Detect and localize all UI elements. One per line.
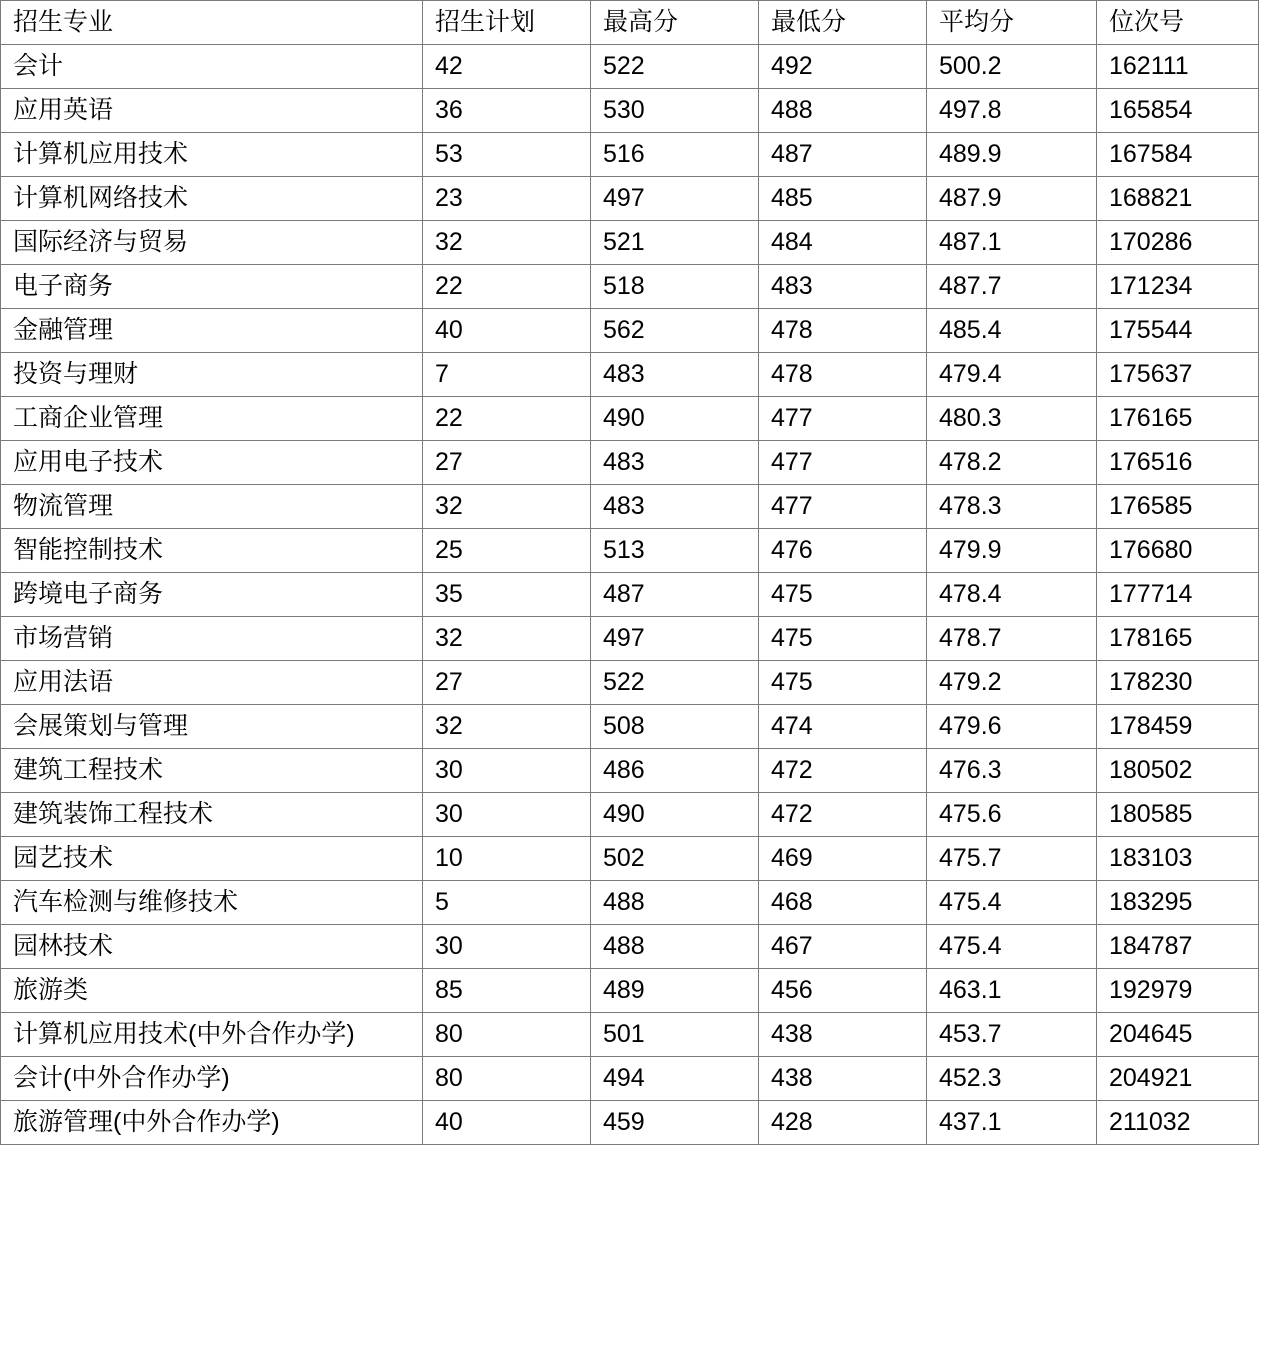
cell-max-score: 490 xyxy=(591,397,759,441)
cell-plan: 27 xyxy=(423,661,591,705)
cell-rank: 176680 xyxy=(1097,529,1259,573)
table-row xyxy=(1,309,1259,353)
cell-avg-score: 453.7 xyxy=(927,1013,1097,1057)
cell-max-score: 489 xyxy=(591,969,759,1013)
cell-avg-score: 475.6 xyxy=(927,793,1097,837)
cell-plan: 42 xyxy=(423,45,591,89)
cell-max-score: 562 xyxy=(591,309,759,353)
cell-min-score: 488 xyxy=(759,89,927,133)
cell-max-score: 513 xyxy=(591,529,759,573)
cell-min-score: 475 xyxy=(759,617,927,661)
cell-min-score: 477 xyxy=(759,441,927,485)
cell-min-score: 456 xyxy=(759,969,927,1013)
cell-max-score: 502 xyxy=(591,837,759,881)
column-header-plan: 招生计划 xyxy=(423,1,591,45)
table-row xyxy=(1,1101,1259,1145)
cell-max-score: 494 xyxy=(591,1057,759,1101)
table-row xyxy=(1,265,1259,309)
table-row xyxy=(1,1013,1259,1057)
cell-rank: 192979 xyxy=(1097,969,1259,1013)
cell-plan: 30 xyxy=(423,749,591,793)
cell-max-score: 487 xyxy=(591,573,759,617)
cell-max-score: 497 xyxy=(591,617,759,661)
cell-plan: 85 xyxy=(423,969,591,1013)
cell-rank: 178459 xyxy=(1097,705,1259,749)
cell-min-score: 477 xyxy=(759,397,927,441)
cell-rank: 178230 xyxy=(1097,661,1259,705)
cell-min-score: 475 xyxy=(759,573,927,617)
cell-plan: 32 xyxy=(423,617,591,661)
cell-rank: 183103 xyxy=(1097,837,1259,881)
cell-rank: 180502 xyxy=(1097,749,1259,793)
cell-min-score: 475 xyxy=(759,661,927,705)
cell-major: 电子商务 xyxy=(1,265,423,309)
cell-plan: 40 xyxy=(423,1101,591,1145)
cell-major: 金融管理 xyxy=(1,309,423,353)
cell-rank: 176516 xyxy=(1097,441,1259,485)
cell-max-score: 488 xyxy=(591,881,759,925)
cell-avg-score: 497.8 xyxy=(927,89,1097,133)
cell-rank: 171234 xyxy=(1097,265,1259,309)
cell-plan: 23 xyxy=(423,177,591,221)
cell-min-score: 438 xyxy=(759,1013,927,1057)
cell-max-score: 490 xyxy=(591,793,759,837)
cell-plan: 30 xyxy=(423,925,591,969)
cell-min-score: 428 xyxy=(759,1101,927,1145)
table-row xyxy=(1,397,1259,441)
column-header-min-score: 最低分 xyxy=(759,1,927,45)
cell-major: 园林技术 xyxy=(1,925,423,969)
table-row xyxy=(1,661,1259,705)
cell-rank: 177714 xyxy=(1097,573,1259,617)
table-row xyxy=(1,353,1259,397)
cell-plan: 25 xyxy=(423,529,591,573)
cell-min-score: 478 xyxy=(759,353,927,397)
cell-min-score: 477 xyxy=(759,485,927,529)
table-row xyxy=(1,837,1259,881)
cell-avg-score: 452.3 xyxy=(927,1057,1097,1101)
cell-plan: 35 xyxy=(423,573,591,617)
cell-plan: 10 xyxy=(423,837,591,881)
cell-avg-score: 478.3 xyxy=(927,485,1097,529)
cell-max-score: 501 xyxy=(591,1013,759,1057)
table-row xyxy=(1,485,1259,529)
cell-max-score: 486 xyxy=(591,749,759,793)
cell-plan: 30 xyxy=(423,793,591,837)
cell-rank: 184787 xyxy=(1097,925,1259,969)
cell-plan: 53 xyxy=(423,133,591,177)
table-row xyxy=(1,133,1259,177)
cell-max-score: 508 xyxy=(591,705,759,749)
cell-min-score: 476 xyxy=(759,529,927,573)
cell-rank: 168821 xyxy=(1097,177,1259,221)
cell-max-score: 518 xyxy=(591,265,759,309)
cell-avg-score: 485.4 xyxy=(927,309,1097,353)
cell-max-score: 483 xyxy=(591,353,759,397)
cell-avg-score: 487.1 xyxy=(927,221,1097,265)
cell-major: 建筑工程技术 xyxy=(1,749,423,793)
cell-rank: 204645 xyxy=(1097,1013,1259,1057)
cell-min-score: 472 xyxy=(759,749,927,793)
column-header-avg-score: 平均分 xyxy=(927,1,1097,45)
cell-avg-score: 489.9 xyxy=(927,133,1097,177)
cell-min-score: 484 xyxy=(759,221,927,265)
table-row xyxy=(1,177,1259,221)
cell-major: 园艺技术 xyxy=(1,837,423,881)
cell-major: 应用法语 xyxy=(1,661,423,705)
cell-major: 应用电子技术 xyxy=(1,441,423,485)
cell-plan: 22 xyxy=(423,397,591,441)
cell-major: 旅游类 xyxy=(1,969,423,1013)
cell-major: 会展策划与管理 xyxy=(1,705,423,749)
column-header-max-score: 最高分 xyxy=(591,1,759,45)
table-row xyxy=(1,617,1259,661)
cell-plan: 5 xyxy=(423,881,591,925)
table-row xyxy=(1,1057,1259,1101)
cell-plan: 32 xyxy=(423,485,591,529)
table-row xyxy=(1,793,1259,837)
cell-plan: 40 xyxy=(423,309,591,353)
cell-max-score: 483 xyxy=(591,485,759,529)
cell-rank: 204921 xyxy=(1097,1057,1259,1101)
column-header-major: 招生专业 xyxy=(1,1,423,45)
cell-rank: 175544 xyxy=(1097,309,1259,353)
table-row xyxy=(1,89,1259,133)
cell-plan: 32 xyxy=(423,705,591,749)
cell-min-score: 468 xyxy=(759,881,927,925)
cell-avg-score: 500.2 xyxy=(927,45,1097,89)
cell-max-score: 516 xyxy=(591,133,759,177)
cell-rank: 178165 xyxy=(1097,617,1259,661)
cell-avg-score: 487.9 xyxy=(927,177,1097,221)
cell-major: 计算机应用技术(中外合作办学) xyxy=(1,1013,423,1057)
cell-min-score: 478 xyxy=(759,309,927,353)
cell-min-score: 485 xyxy=(759,177,927,221)
cell-plan: 80 xyxy=(423,1057,591,1101)
cell-major: 投资与理财 xyxy=(1,353,423,397)
cell-avg-score: 480.3 xyxy=(927,397,1097,441)
cell-major: 会计(中外合作办学) xyxy=(1,1057,423,1101)
table-row xyxy=(1,749,1259,793)
cell-min-score: 483 xyxy=(759,265,927,309)
cell-max-score: 521 xyxy=(591,221,759,265)
cell-min-score: 474 xyxy=(759,705,927,749)
table-row xyxy=(1,881,1259,925)
cell-min-score: 438 xyxy=(759,1057,927,1101)
table-row xyxy=(1,705,1259,749)
cell-rank: 176585 xyxy=(1097,485,1259,529)
table-header-row xyxy=(1,1,1259,45)
cell-avg-score: 479.4 xyxy=(927,353,1097,397)
table-row xyxy=(1,45,1259,89)
cell-major: 建筑装饰工程技术 xyxy=(1,793,423,837)
cell-avg-score: 479.6 xyxy=(927,705,1097,749)
cell-major: 计算机应用技术 xyxy=(1,133,423,177)
cell-plan: 36 xyxy=(423,89,591,133)
cell-major: 应用英语 xyxy=(1,89,423,133)
cell-rank: 180585 xyxy=(1097,793,1259,837)
cell-major: 智能控制技术 xyxy=(1,529,423,573)
cell-major: 市场营销 xyxy=(1,617,423,661)
cell-avg-score: 487.7 xyxy=(927,265,1097,309)
column-header-rank: 位次号 xyxy=(1097,1,1259,45)
cell-plan: 32 xyxy=(423,221,591,265)
cell-min-score: 467 xyxy=(759,925,927,969)
cell-rank: 183295 xyxy=(1097,881,1259,925)
cell-max-score: 497 xyxy=(591,177,759,221)
table-row xyxy=(1,529,1259,573)
cell-rank: 165854 xyxy=(1097,89,1259,133)
cell-major: 计算机网络技术 xyxy=(1,177,423,221)
cell-major: 汽车检测与维修技术 xyxy=(1,881,423,925)
cell-rank: 176165 xyxy=(1097,397,1259,441)
cell-plan: 7 xyxy=(423,353,591,397)
cell-max-score: 522 xyxy=(591,45,759,89)
cell-avg-score: 479.9 xyxy=(927,529,1097,573)
cell-min-score: 487 xyxy=(759,133,927,177)
cell-avg-score: 475.4 xyxy=(927,881,1097,925)
cell-rank: 170286 xyxy=(1097,221,1259,265)
table-row xyxy=(1,925,1259,969)
cell-rank: 162111 xyxy=(1097,45,1259,89)
cell-max-score: 483 xyxy=(591,441,759,485)
cell-avg-score: 475.4 xyxy=(927,925,1097,969)
cell-avg-score: 478.7 xyxy=(927,617,1097,661)
cell-avg-score: 463.1 xyxy=(927,969,1097,1013)
table-body xyxy=(1,45,1259,1145)
cell-major: 跨境电子商务 xyxy=(1,573,423,617)
cell-plan: 80 xyxy=(423,1013,591,1057)
table-header xyxy=(1,1,1259,45)
cell-major: 会计 xyxy=(1,45,423,89)
table-row xyxy=(1,573,1259,617)
table-row xyxy=(1,441,1259,485)
cell-major: 工商企业管理 xyxy=(1,397,423,441)
cell-major: 物流管理 xyxy=(1,485,423,529)
cell-avg-score: 437.1 xyxy=(927,1101,1097,1145)
cell-min-score: 492 xyxy=(759,45,927,89)
cell-major: 国际经济与贸易 xyxy=(1,221,423,265)
cell-rank: 175637 xyxy=(1097,353,1259,397)
cell-max-score: 522 xyxy=(591,661,759,705)
cell-avg-score: 476.3 xyxy=(927,749,1097,793)
cell-min-score: 469 xyxy=(759,837,927,881)
cell-plan: 22 xyxy=(423,265,591,309)
cell-max-score: 488 xyxy=(591,925,759,969)
cell-max-score: 459 xyxy=(591,1101,759,1145)
cell-avg-score: 479.2 xyxy=(927,661,1097,705)
cell-plan: 27 xyxy=(423,441,591,485)
table-row xyxy=(1,221,1259,265)
cell-rank: 211032 xyxy=(1097,1101,1259,1145)
cell-min-score: 472 xyxy=(759,793,927,837)
table-row xyxy=(1,969,1259,1013)
cell-max-score: 530 xyxy=(591,89,759,133)
cell-major: 旅游管理(中外合作办学) xyxy=(1,1101,423,1145)
cell-avg-score: 478.2 xyxy=(927,441,1097,485)
cell-avg-score: 475.7 xyxy=(927,837,1097,881)
cell-avg-score: 478.4 xyxy=(927,573,1097,617)
cell-rank: 167584 xyxy=(1097,133,1259,177)
